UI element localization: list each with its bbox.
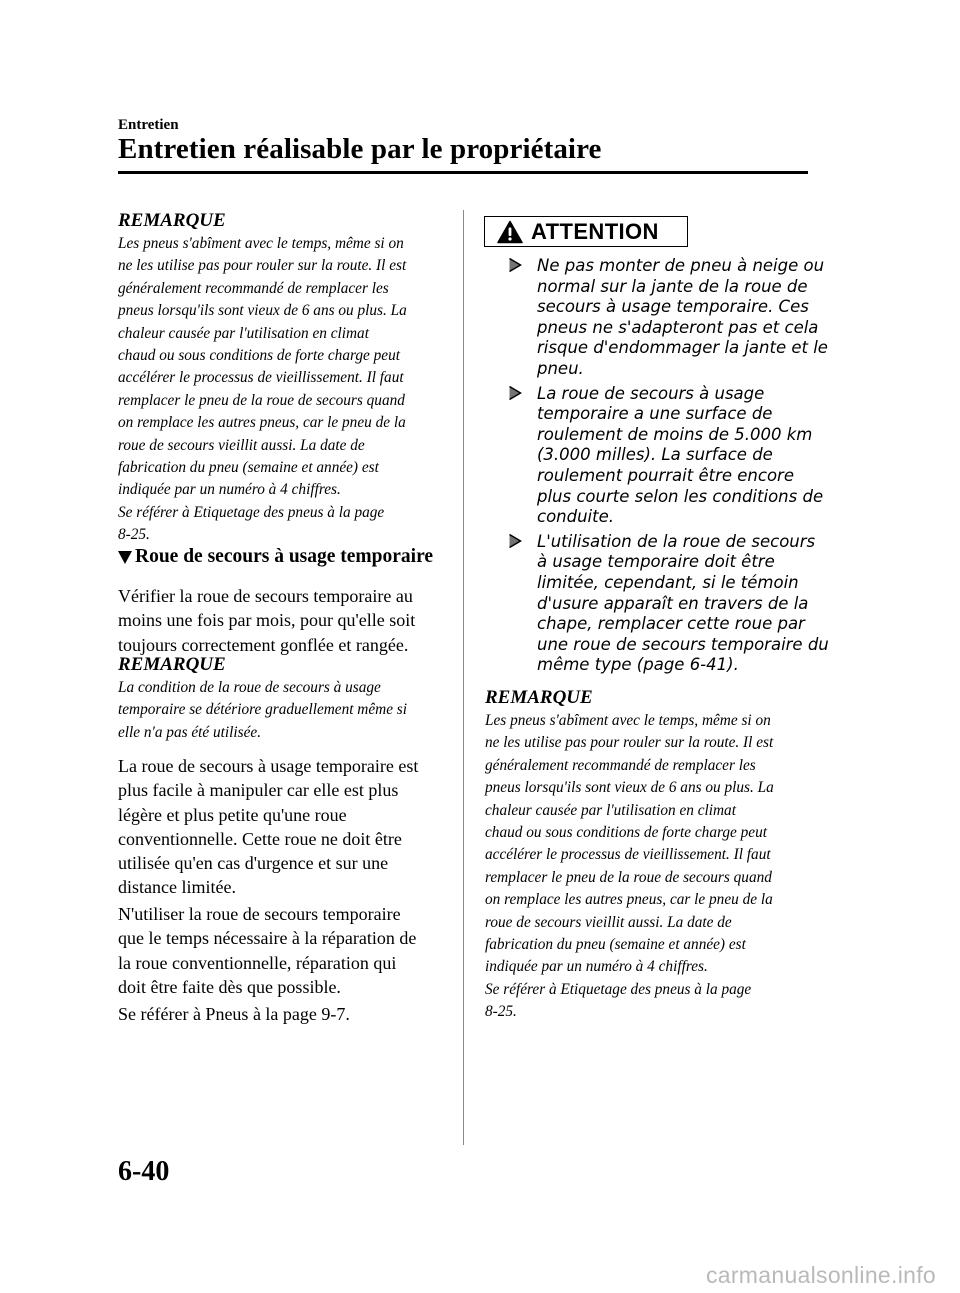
text-line: généralement recommandé de remplacer les [118, 279, 389, 297]
text-line: 8-25. [118, 526, 150, 544]
note-body [118, 233, 407, 546]
note-body [485, 710, 774, 1023]
attention-line: La roue de secours à usage [537, 383, 765, 403]
section-label: Entretien [118, 117, 179, 133]
paragraph [118, 902, 416, 999]
paragraph [118, 584, 415, 657]
paragraph [118, 754, 418, 900]
text-line: utilisée qu'en cas d'urgence et sur une [118, 853, 389, 874]
text-line: doit être faite dès que possible. [118, 976, 341, 997]
text-line: chaud ou sous conditions de forte charge peut [485, 823, 767, 841]
attention-line: pneu. [537, 358, 584, 378]
paragraph [118, 1002, 350, 1026]
attention-box [484, 216, 688, 247]
text-line: plus facile à manipuler car elle est plus [118, 780, 399, 801]
text-line: ne les utilise pas pour rouler sur la route. Il est [118, 257, 407, 275]
attention-line: roulement de moins de 5.000 km [537, 424, 813, 444]
text-line: généralement recommandé de remplacer les [485, 756, 756, 774]
text-line: légère et plus petite qu'une roue [118, 804, 347, 825]
text-line: Se référer à Etiquetage des pneus à la page [118, 503, 385, 521]
attention-line: (3.000 milles). La surface de [537, 445, 773, 465]
arrow-bullet-icon [508, 533, 522, 549]
watermark: carmanualsonline.info [705, 1262, 936, 1288]
subheading-text: Roue de secours à usage temporaire [135, 546, 434, 567]
attention-line: plus courte selon les conditions de [537, 486, 824, 506]
text-line: fabrication du pneu (semaine et année) est [118, 458, 379, 476]
attention-line: une roue de secours temporaire du [537, 634, 829, 654]
text-line: Les pneus s'abîment avec le temps, même si on [485, 712, 771, 729]
text-line: temporaire se détériore graduellement même si [118, 701, 408, 719]
attention-line: normal sur la jante de la roue de [537, 276, 808, 296]
text-line: roue de secours vieillit aussi. La date de [118, 436, 365, 454]
text-line: conventionnelle. Cette roue ne doit être [118, 828, 402, 849]
page-number: 6-40 [118, 1156, 170, 1187]
note-heading: REMARQUE [118, 210, 226, 231]
attention-label: ATTENTION [531, 218, 659, 244]
note-heading: REMARQUE [118, 654, 226, 675]
text-line: N'utiliser la roue de secours temporaire [118, 904, 401, 924]
text-line: 8-25. [485, 1003, 517, 1021]
subheading [118, 546, 433, 568]
text-line: distance limitée. [118, 877, 236, 898]
attention-line: limitée, cependant, si le témoin [537, 572, 799, 592]
note-body [118, 677, 407, 744]
attention-line: pneus ne s'adapteront pas et cela [537, 317, 819, 337]
attention-line: secours à usage temporaire. Ces [537, 297, 809, 317]
text-line: moins une fois par mois, pour qu'elle soit [118, 610, 416, 631]
text-line: la roue conventionnelle, réparation qui [118, 952, 397, 973]
text-line: remplacer le pneu de la roue de secours quand [118, 391, 405, 409]
attention-line: conduite. [537, 507, 615, 527]
attention-line: Ne pas monter de pneu à neige ou [537, 256, 825, 275]
text-line: La roue de secours à usage temporaire est [118, 756, 419, 776]
text-line: chaleur causée par l'utilisation en climat [485, 801, 736, 819]
attention-line: chape, remplacer cette roue par [537, 614, 805, 634]
text-line: on remplace les autres pneus, car le pneu de la [485, 891, 773, 909]
arrow-bullet-icon [508, 385, 522, 401]
arrow-bullet-icon [508, 257, 522, 273]
attention-item [508, 532, 829, 676]
text-line: ne les utilise pas pour rouler sur la route. Il est [485, 734, 774, 752]
attention-line: temporaire a une surface de [537, 404, 773, 424]
text-line: fabrication du pneu (semaine et année) est [485, 935, 746, 953]
attention-line: risque d'endommager la jante et le [537, 338, 828, 358]
text-line: Vérifier la roue de secours temporaire au [118, 586, 413, 606]
title-rule [118, 171, 808, 174]
text-line: accélérer le processus de vieillissement. Il faut [118, 369, 404, 387]
text-line: accélérer le processus de vieillissement. Il faut [485, 846, 771, 864]
text-line: remplacer le pneu de la roue de secours quand [485, 868, 772, 886]
page-title: Entretien réalisable par le propriétaire [118, 133, 602, 165]
attention-line: L'utilisation de la roue de secours [537, 531, 816, 551]
text-line: indiquée par un numéro à 4 chiffres. [485, 958, 708, 976]
text-line: pneus lorsqu'ils sont vieux de 6 ans ou plus. La [118, 302, 407, 320]
text-line: roue de secours vieillit aussi. La date de [485, 913, 732, 931]
text-line: toujours correctement gonflée et rangée. [118, 634, 409, 655]
attention-line: d'usure apparaît en travers de la [537, 593, 809, 613]
attention-item [508, 384, 829, 528]
text-line: on remplace les autres pneus, car le pneu de la [118, 414, 406, 432]
text-line: La condition de la roue de secours à usage [118, 679, 381, 696]
text-line: Se référer à Pneus à la page 9-7. [118, 1004, 350, 1024]
note-heading: REMARQUE [485, 687, 593, 708]
text-line: chaleur causée par l'utilisation en climat [118, 324, 369, 342]
warning-triangle-icon [497, 220, 523, 244]
column-divider [463, 210, 464, 1145]
text-line: chaud ou sous conditions de forte charge peut [118, 346, 400, 364]
text-line: indiquée par un numéro à 4 chiffres. [118, 481, 341, 499]
text-line: elle n'a pas été utilisée. [118, 723, 262, 741]
attention-list [508, 256, 829, 680]
attention-line: roulement pourrait être encore [537, 465, 794, 485]
attention-item [508, 256, 829, 380]
attention-line: à usage temporaire doit être [537, 552, 775, 572]
triangle-bullet-icon [118, 551, 132, 564]
text-line: Se référer à Etiquetage des pneus à la page [485, 980, 752, 998]
attention-line: même type (page 6-41). [537, 655, 739, 675]
text-line: pneus lorsqu'ils sont vieux de 6 ans ou plus. La [485, 779, 774, 797]
text-line: Les pneus s'abîment avec le temps, même si on [118, 235, 404, 252]
text-line: que le temps nécessaire à la réparation de [118, 928, 417, 949]
